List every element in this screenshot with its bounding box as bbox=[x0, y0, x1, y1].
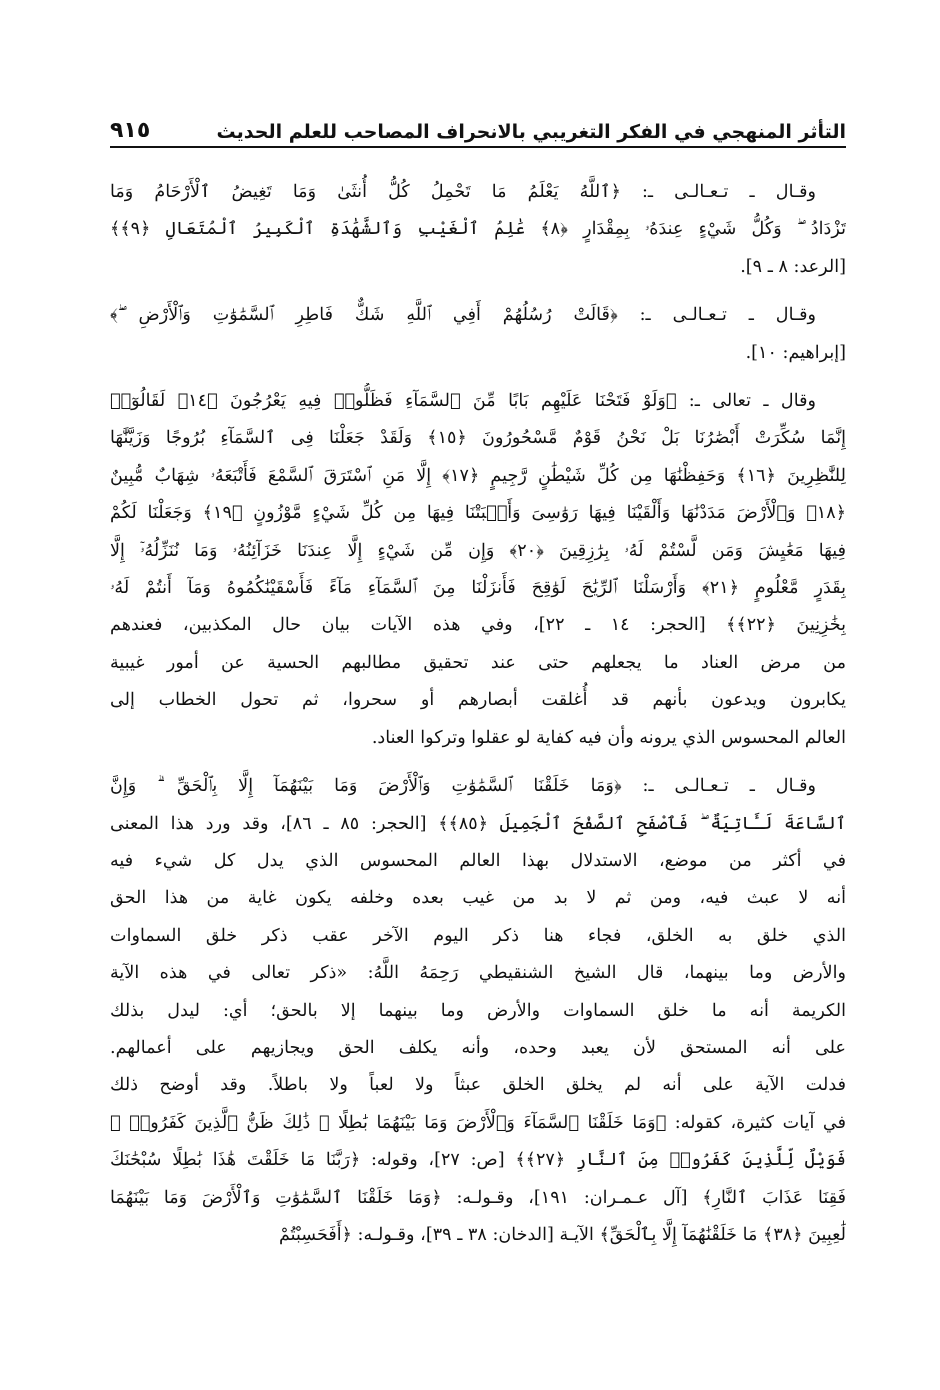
text-line: [الرعد: ٨ ـ ٩]. bbox=[740, 256, 846, 277]
text-line: من مرض العناد ما يجعلهم حتى عند تحقيق مطالبهم الحسية عن أمور غيبية bbox=[110, 652, 846, 673]
text-line: بِقَدَرٍ مَّعْلُومٍ ﴿٢١﴾ وَأَرْسَلْنَا ٱلرِّيَٰحَ لَوَٰقِحَ فَأَنزَلْنَا مِنَ ٱلسَّمَآءِ مَآءً فَأَسْقَيْنَٰكُمُوهُ وَمَآ أَنتُمْ لَهُۥ bbox=[110, 578, 846, 599]
text-line: على أنه المستحق لأن يعبد وحده، وأنه يكلف الحق ويجازيهم على أعمالهم. bbox=[110, 1037, 846, 1058]
text-line: والأرض وما بينهما، قال الشيخ الشنقيطي رَحِمَهُ اللَّهُ: «ذكر تعالى في هذه الآية bbox=[110, 963, 846, 984]
text-line: وقـال ـ تـعـالـى ـ: ﴿قَالَتْ رُسُلُهُمْ أَفِي ٱللَّهِ شَكٌّ فَاطِرِ ٱلسَّمَٰوَٰتِ وَٱلْأَرْضِ ۖ﴾ bbox=[110, 305, 816, 326]
text-line: [إبراهيم: ١٠]. bbox=[745, 342, 846, 363]
paragraph bbox=[110, 383, 846, 757]
running-header bbox=[110, 108, 846, 148]
text-line: في آيات كثيرة، كقوله: ﴿وَمَا خَلَقْنَا ٱلسَّمَآءَ وَٱلْأَرْضَ وَمَا بَيْنَهُمَا بَٰطِلًا ۚ ذَٰلِكَ ظَنُّ ٱلَّذِينَ كَفَرُوا۟ ۚ bbox=[110, 1112, 846, 1133]
text-line: ٱلسَّاعَةَ لَـَٔاتِيَةٌ ۖ فَٱصْفَحِ ٱلصَّفْحَ ٱلْجَمِيلَ ﴿٨٥﴾﴾ [الحجر: ٨٥ ـ ٨٦]، وقد ورد هذا المعنى bbox=[110, 813, 846, 834]
text-line: أنه لا عبث فيه، ومن ثم لا بد من غيب بعده وخلفه يكون غاية من هذا الحق bbox=[110, 888, 846, 909]
running-title: التأثر المنهجي في الفكر التغريبي بالانحراف المصاحب للعلم الحديث bbox=[216, 121, 846, 143]
text-line: فَقِنَا عَذَابَ ٱلنَّارِ﴾ [آل عـمـران: ١٩١]، وقـولـه: ﴿وَمَا خَلَقْنَا ٱلسَّمَٰوَٰتِ وَٱلْأَرْضَ وَمَا بَيْنَهُمَا bbox=[110, 1187, 846, 1208]
text-line: وقال ـ تعالى ـ: ﴿وَلَوْ فَتَحْنَا عَلَيْهِم بَابًا مِّنَ ٱلسَّمَآءِ فَظَلُّوا۟ فِيهِ يَعْرُجُونَ ﴿١٤﴾ لَقَالُوٓا۟ bbox=[110, 391, 816, 412]
text-line: لَٰعِبِينَ ﴿٣٨﴾ مَا خَلَقْنَٰهُمَآ إِلَّا بِٱلْحَقِّ﴾ الآيـة [الدخان: ٣٨ ـ ٣٩]، وقـولـه: ﴿أَفَحَسِبْتُمْ bbox=[278, 1224, 846, 1245]
text-line: وقـال ـ تـعـالـى ـ: ﴿وَمَا خَلَقْنَا ٱلسَّمَٰوَٰتِ وَٱلْأَرْضَ وَمَا بَيْنَهُمَآ إِلَّا بِٱلْحَقِّ ۗ وَإِنَّ bbox=[110, 776, 816, 797]
text-line: لِلنَّٰظِرِينَ ﴿١٦﴾ وَحَفِظْنَٰهَا مِن كُلِّ شَيْطَٰنٍ رَّجِيمٍ ﴿١٧﴾ إِلَّا مَنِ ٱسْتَرَقَ ٱلسَّمْعَ فَأَتْبَعَهُۥ شِهَابٌ مُّبِينٌ bbox=[110, 465, 846, 486]
text-line: الذي خلق به الخلق، فجاء هنا ذكر اليوم الآخر عقب ذكر خلق السماوات bbox=[110, 925, 846, 946]
book-page bbox=[110, 108, 846, 1265]
text-line: في أكثر من موضع، الاستدلال بهذا العالم المحسوس الذي يدل كل شيء فيه bbox=[110, 850, 846, 871]
page-number: ٩١٥ bbox=[110, 118, 151, 143]
paragraph bbox=[110, 174, 846, 286]
paragraph bbox=[110, 768, 846, 1254]
text-line: بِخَٰزِنِينَ ﴿٢٢﴾﴾ [الحجر: ١٤ ـ ٢٢]، وفي هذه الآيات بيان حال المكذبين، فعندهم bbox=[110, 615, 846, 636]
text-line: تَزْدَادُ ۖ وَكُلُّ شَيْءٍ عِندَهُۥ بِمِقْدَارٍ ﴿٨﴾ عَٰلِمُ ٱلْغَيْبِ وَٱلشَّهَٰدَةِ ٱلْكَبِيرُ ٱلْمُتَعَالِ ﴿٩﴾﴾ bbox=[110, 219, 846, 240]
body-text bbox=[110, 174, 846, 1254]
text-line: فدلت الآية على أنه لم يخلق الخلق عبثاً ولا لعباً ولا باطلاً. وقد أوضح ذلك bbox=[110, 1075, 846, 1096]
text-line: يكابرون ويدعون بأنهم قد أُغلقت أبصارهم أو سحروا، ثم تحول الخطاب إلى bbox=[110, 690, 846, 711]
text-line: الكريمة أنه ما خلق السماوات والأرض وما بينهما إلا بالحق؛ أي: ليدل بذلك bbox=[110, 1000, 846, 1021]
text-line: وقـال ـ تـعـالـى ـ: ﴿ٱللَّهُ يَعْلَمُ مَا تَحْمِلُ كُلُّ أُنثَىٰ وَمَا تَغِيضُ ٱلْأَرْحَامُ وَمَا bbox=[110, 182, 816, 202]
text-line: العالم المحسوس الذي يرونه وأن فيه كفاية لو عقلوا وتركوا العناد. bbox=[371, 727, 846, 748]
text-line: فَوَيْلٌ لِّلَّذِينَ كَفَرُوا۟ مِنَ ٱلنَّارِ ﴿٢٧﴾﴾ [ص: ٢٧]، وقوله: ﴿رَبَّنَا مَا خَلَقْتَ هَٰذَا بَٰطِلًا سُبْحَٰنَكَ bbox=[110, 1150, 846, 1171]
text-line: إِنَّمَا سُكِّرَتْ أَبْصَٰرُنَا بَلْ نَحْنُ قَوْمٌ مَّسْحُورُونَ ﴿١٥﴾ وَلَقَدْ جَعَلْنَا فِى ٱلسَّمَآءِ بُرُوجًا وَزَيَّنَّٰهَا bbox=[110, 428, 846, 449]
text-line: ﴿١٨﴾ وَٱلْأَرْضَ مَدَدْنَٰهَا وَأَلْقَيْنَا فِيهَا رَوَٰسِىَ وَأَنۢبَتْنَا فِيهَا مِن كُلِّ شَيْءٍ مَّوْزُونٍ ﴿١٩﴾ وَجَعَلْنَا لَكُمْ bbox=[110, 503, 846, 524]
paragraph bbox=[110, 297, 846, 372]
text-line: فِيهَا مَعَٰيِشَ وَمَن لَّسْتُمْ لَهُۥ بِرَٰزِقِينَ ﴿٢٠﴾ وَإِن مِّن شَيْءٍ إِلَّا عِندَنَا خَزَآئِنُهُۥ وَمَا نُنَزِّلُهُۥٓ إِلَّا bbox=[110, 540, 846, 561]
